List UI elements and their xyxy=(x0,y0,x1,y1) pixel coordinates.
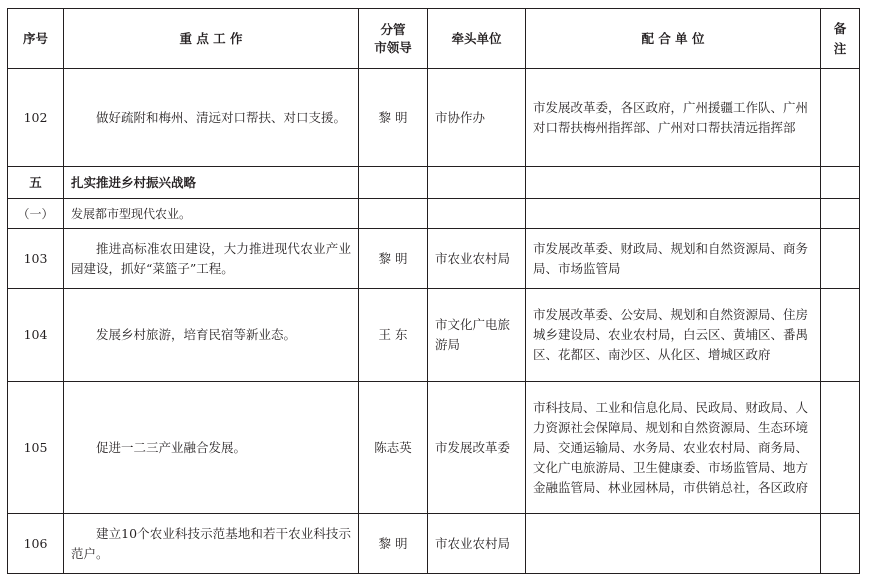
subsection-empty-cell xyxy=(526,199,821,229)
row-task: 做好疏附和梅州、清远对口帮扶、对口支援。 xyxy=(64,69,359,167)
header-leader-line1: 分管 xyxy=(380,21,406,37)
row-leader: 黎 明 xyxy=(359,514,428,574)
subsection-empty-cell xyxy=(821,199,860,229)
row-remark xyxy=(821,229,860,289)
subsection-empty-cell xyxy=(359,199,428,229)
row-lead-unit: 市农业农村局 xyxy=(428,514,526,574)
header-coop-units: 配 合 单 位 xyxy=(526,9,821,69)
row-remark xyxy=(821,514,860,574)
section-row xyxy=(8,167,860,199)
header-remark: 备注 xyxy=(821,9,860,69)
work-table xyxy=(7,8,860,574)
section-no: 五 xyxy=(8,167,64,199)
row-leader: 黎 明 xyxy=(359,229,428,289)
row-task: 促进一二三产业融合发展。 xyxy=(64,382,359,514)
row-coop-units: 市发展改革委、公安局、规划和自然资源局、住房城乡建设局、农业农村局，白云区、黄埔区、番禺区、花都区、南沙区、从化区、增城区政府 xyxy=(526,289,821,382)
header-lead-unit: 牵头单位 xyxy=(428,9,526,69)
row-leader: 陈志英 xyxy=(359,382,428,514)
section-title: 扎实推进乡村振兴战略 xyxy=(64,167,359,199)
row-no: 103 xyxy=(8,229,64,289)
table-row xyxy=(8,289,860,382)
row-task: 建立10个农业科技示范基地和若干农业科技示范户。 xyxy=(64,514,359,574)
row-no: 105 xyxy=(8,382,64,514)
section-empty-cell xyxy=(526,167,821,199)
header-leader xyxy=(359,9,428,69)
row-remark xyxy=(821,69,860,167)
header-no: 序号 xyxy=(8,9,64,69)
section-empty-cell xyxy=(821,167,860,199)
table-header-row xyxy=(8,9,860,69)
section-empty-cell xyxy=(428,167,526,199)
row-task: 推进高标准农田建设，大力推进现代农业产业园建设，抓好“菜篮子”工程。 xyxy=(64,229,359,289)
row-no: 102 xyxy=(8,69,64,167)
row-leader: 黎 明 xyxy=(359,69,428,167)
header-leader-line2: 市领导 xyxy=(374,39,412,55)
row-remark xyxy=(821,289,860,382)
subsection-empty-cell xyxy=(428,199,526,229)
row-coop-units: 市发展改革委，各区政府，广州援疆工作队、广州对口帮扶梅州指挥部、广州对口帮扶清远指挥部 xyxy=(526,69,821,167)
section-empty-cell xyxy=(359,167,428,199)
row-coop-units xyxy=(526,514,821,574)
table-row xyxy=(8,69,860,167)
subsection-title: 发展都市型现代农业。 xyxy=(64,199,359,229)
row-no: 104 xyxy=(8,289,64,382)
row-lead-unit: 市发展改革委 xyxy=(428,382,526,514)
subsection-no: （一） xyxy=(8,199,64,229)
table-row xyxy=(8,229,860,289)
row-coop-units: 市科技局、工业和信息化局、民政局、财政局、人力资源社会保障局、规划和自然资源局、生态环境局、交通运输局、水务局、农业农村局、商务局、文化广电旅游局、卫生健康委、市场监管局、地方金融监管局、林业园林局，市供销总社，各区政府 xyxy=(526,382,821,514)
subsection-row xyxy=(8,199,860,229)
row-leader: 王 东 xyxy=(359,289,428,382)
row-task: 发展乡村旅游，培育民宿等新业态。 xyxy=(64,289,359,382)
row-no: 106 xyxy=(8,514,64,574)
table-row xyxy=(8,514,860,574)
row-remark xyxy=(821,382,860,514)
table-row xyxy=(8,382,860,514)
header-task: 重 点 工 作 xyxy=(64,9,359,69)
row-lead-unit: 市农业农村局 xyxy=(428,229,526,289)
row-lead-unit: 市文化广电旅游局 xyxy=(428,289,526,382)
row-lead-unit: 市协作办 xyxy=(428,69,526,167)
row-coop-units: 市发展改革委、财政局、规划和自然资源局、商务局、市场监管局 xyxy=(526,229,821,289)
